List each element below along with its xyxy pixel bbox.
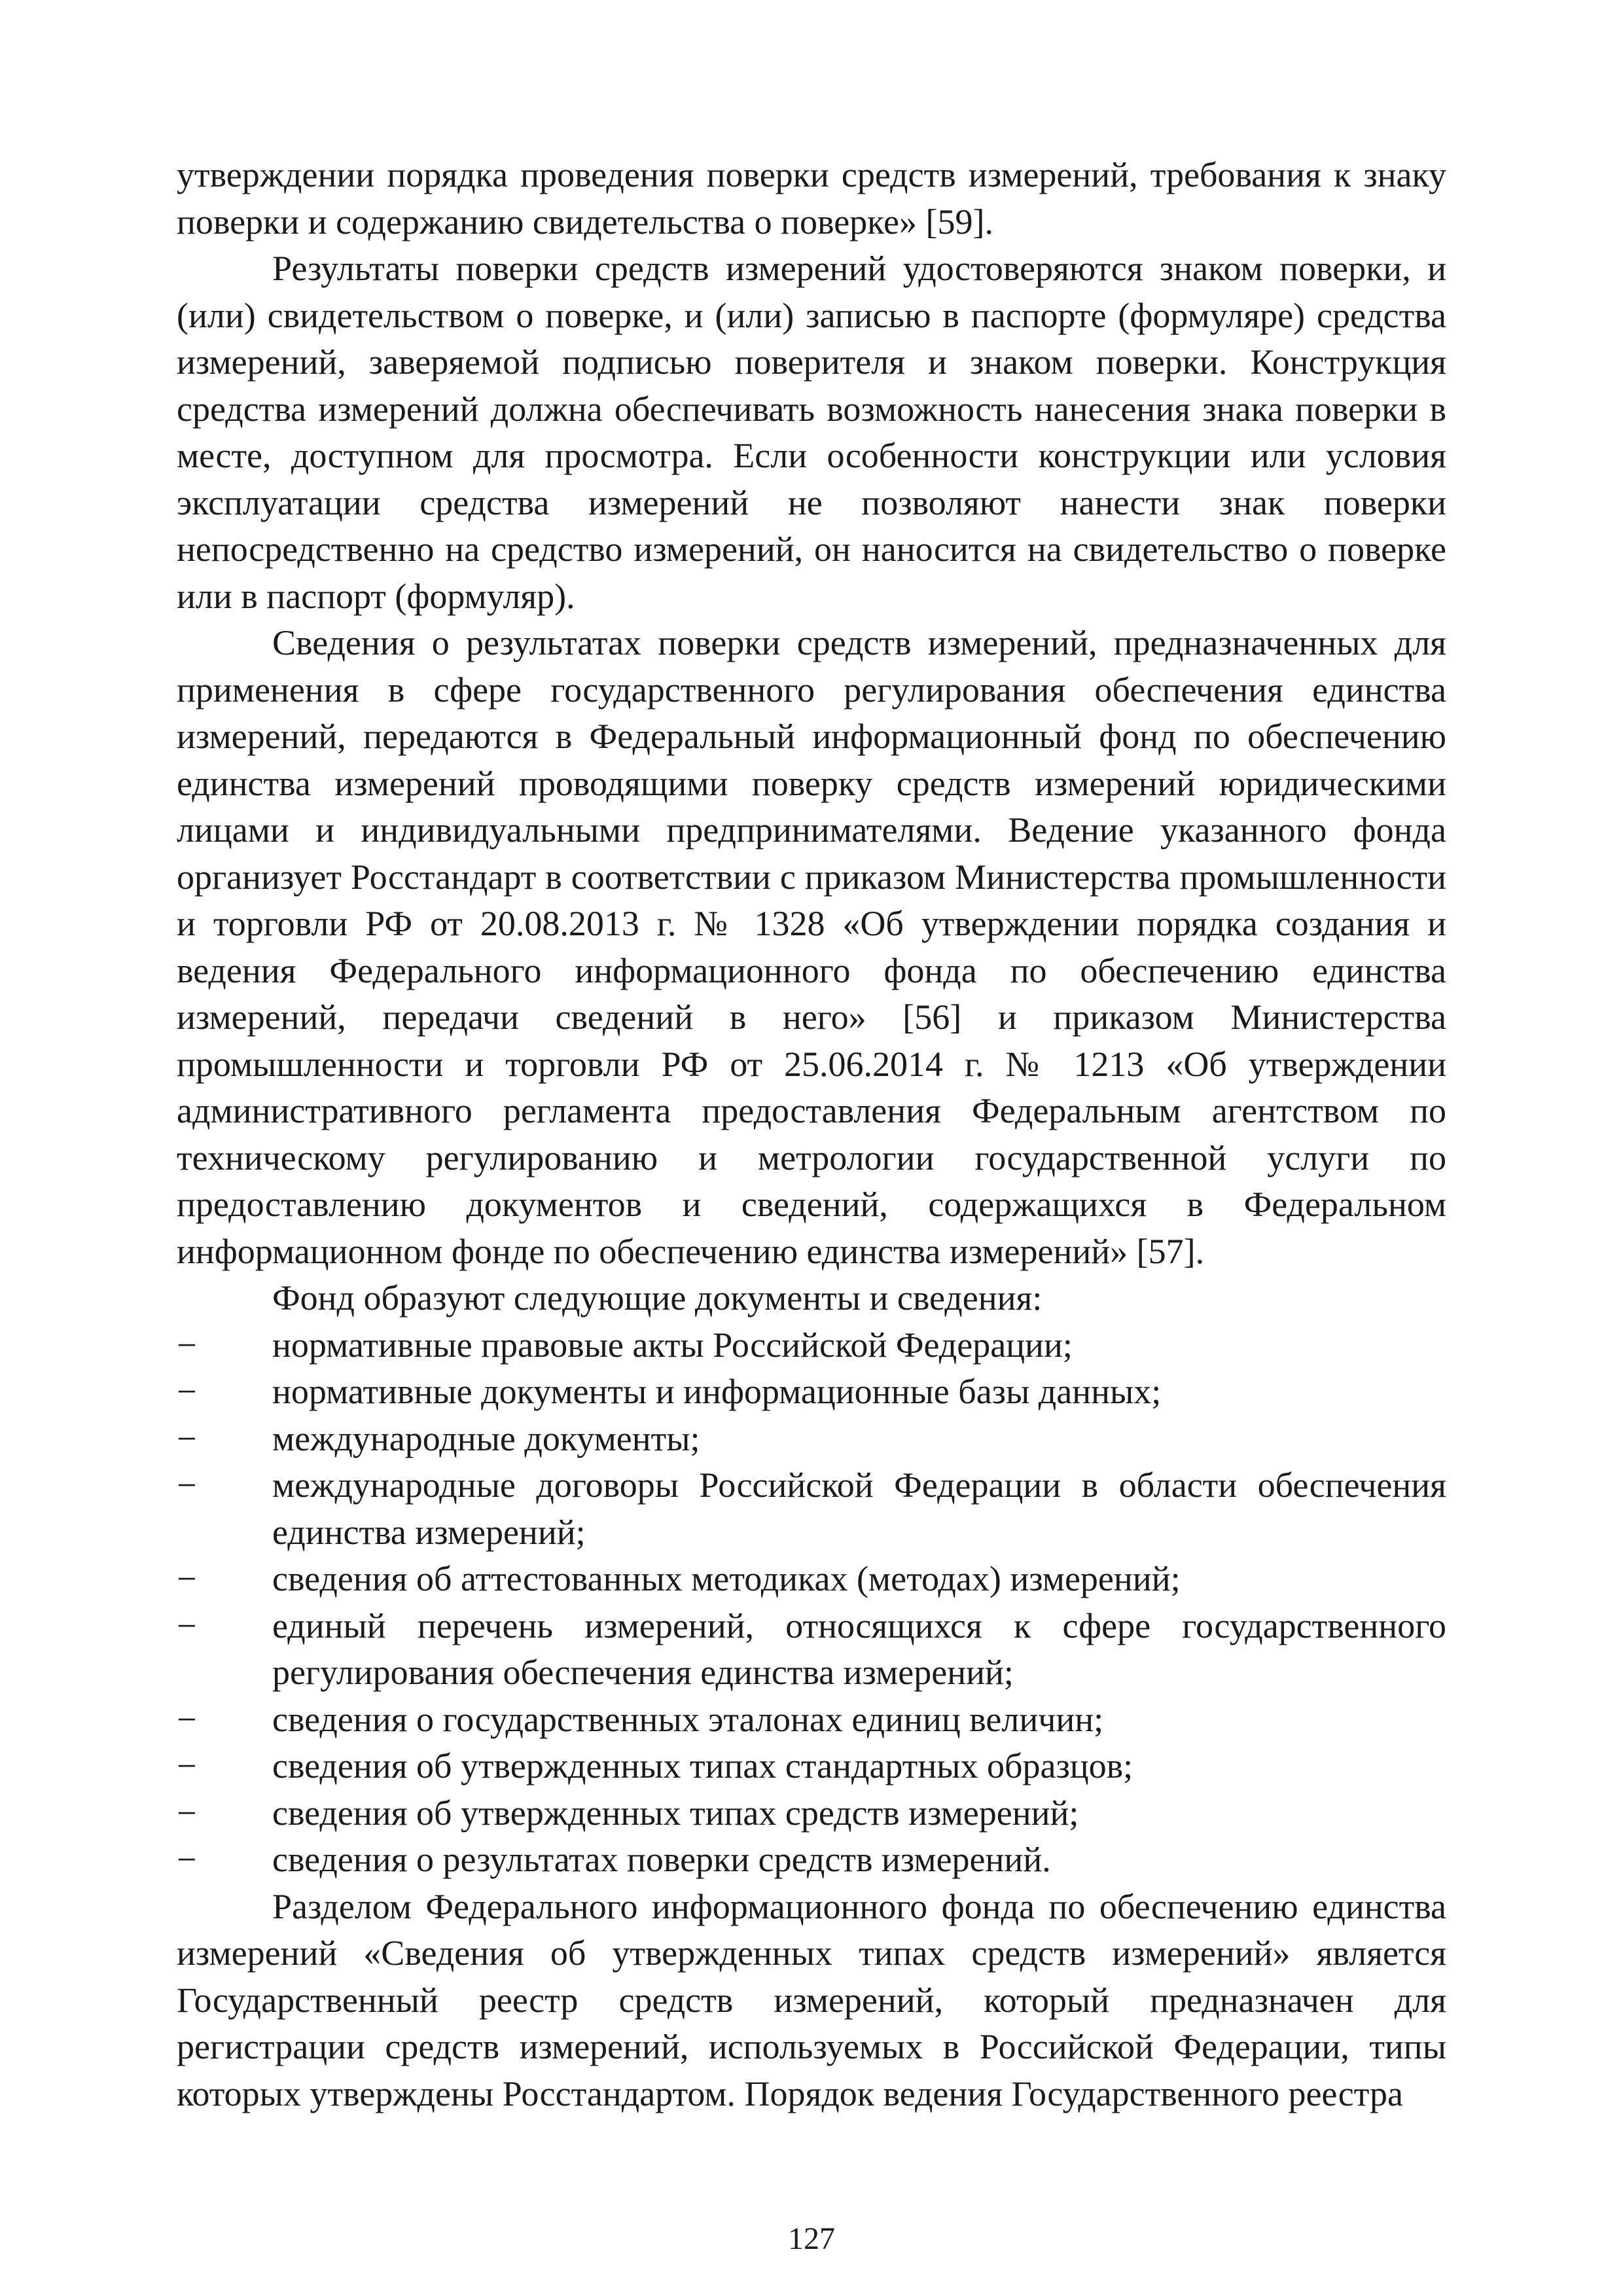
list-item-text: единый перечень измерений, относящихся к сфере государственного регулирования обеспечения единства измерений; <box>272 1605 1446 1692</box>
list-item-text: сведения о результатах поверки средств измерений. <box>272 1840 1051 1879</box>
page-number: 127 <box>788 2221 835 2256</box>
list-item <box>177 1462 1446 1556</box>
paragraph-verification-results: Результаты поверки средств измерений удостоверяются знаком поверки, и (или) свидетельством о поверке, и (или) записью в паспорте (формуляре) средства измерений, заверяемой подписью поверителя и знаком поверки. Конструкция средства измерений должна обеспечивать возможность нанесения знака поверки в месте, доступном для просмотра. Если особенности конструкции или условия эксплуатации средства измерений не позволяют нанести знак поверки непосредственно на средство измерений, он наносится на свидетельство о поверке или в паспорт (формуляр). <box>177 249 1446 616</box>
dash-marker: − <box>177 1372 197 1411</box>
paragraph-fund-composition: Фонд образуют следующие документы и сведения: <box>272 1278 1043 1318</box>
list-item <box>177 1369 1446 1416</box>
list-item-text: международные документы; <box>272 1418 700 1458</box>
dash-marker: − <box>177 1746 197 1785</box>
paragraph-state-register: Разделом Федерального информационного фонда по обеспечению единства измерений «Сведения об утвержденных типах средств измерений» является Государственный реестр средств измерений, который предназначен для регистрации средств измерений, используемых в Российской Федерации, типы которых утверждены Росстандартом. Порядок ведения Государственного реестра <box>177 1886 1446 2113</box>
list-item <box>177 1556 1446 1603</box>
dash-marker: − <box>177 1559 197 1598</box>
list-item <box>177 1603 1446 1696</box>
paragraph-continuation: утверждении порядка проведения поверки средств измерений, требования к знаку поверки и содержанию свидетельства о поверке» [59]. <box>177 155 1446 242</box>
list-item-text: сведения об утвержденных типах средств измерений; <box>272 1793 1079 1833</box>
list-item <box>177 1416 1446 1463</box>
list-item <box>177 1696 1446 1744</box>
list-item <box>177 1837 1446 1884</box>
dash-marker: − <box>177 1465 197 1505</box>
fund-documents-list <box>177 1322 1446 1884</box>
paragraph-information-fund: Сведения о результатах поверки средств измерений, предназначенных для применения в сфере государственного регулирования обеспечения единства измерений, передаются в Федеральный информационный фонд по обеспечению единства измерений проводящими поверку средств измерений юридическими лицами и индивидуальными предпринимателями. Ведение указанного фонда организует Росстандарт в соответствии с приказом Министерства промышленности и торговли РФ от 20.08.2013 г. № 1328 «Об утверждении порядка создания и ведения Федерального информационного фонда по обеспечению единства измерений, передачи сведений в него» [56] и приказом Министерства промышленности и торговли РФ от 25.06.2014 г. № 1213 «Об утверждении административного регламента предоставления Федеральным агентством по техническому регулированию и метрологии государственной услуги по предоставлению документов и сведений, содержащихся в Федеральном информационном фонде по обеспечению единства измерений» [57]. <box>177 623 1446 1271</box>
dash-marker: − <box>177 1605 197 1645</box>
list-item-text: сведения о государственных эталонах единиц величин; <box>272 1699 1104 1739</box>
dash-marker: − <box>177 1793 197 1833</box>
dash-marker: − <box>177 1840 197 1879</box>
list-item-text: сведения об аттестованных методиках (методах) измерений; <box>272 1559 1181 1598</box>
page-body <box>177 152 1446 2117</box>
dash-marker: − <box>177 1699 197 1739</box>
list-item <box>177 1322 1446 1369</box>
dash-marker: − <box>177 1325 197 1365</box>
list-item <box>177 1743 1446 1790</box>
list-item-text: сведения об утвержденных типах стандартных образцов; <box>272 1746 1133 1785</box>
list-item-text: международные договоры Российской Федерации в области обеспечения единства измерений; <box>272 1465 1446 1552</box>
list-item-text: нормативные документы и информационные базы данных; <box>272 1372 1162 1411</box>
list-item <box>177 1790 1446 1837</box>
dash-marker: − <box>177 1418 197 1458</box>
list-item-text: нормативные правовые акты Российской Федерации; <box>272 1325 1073 1365</box>
